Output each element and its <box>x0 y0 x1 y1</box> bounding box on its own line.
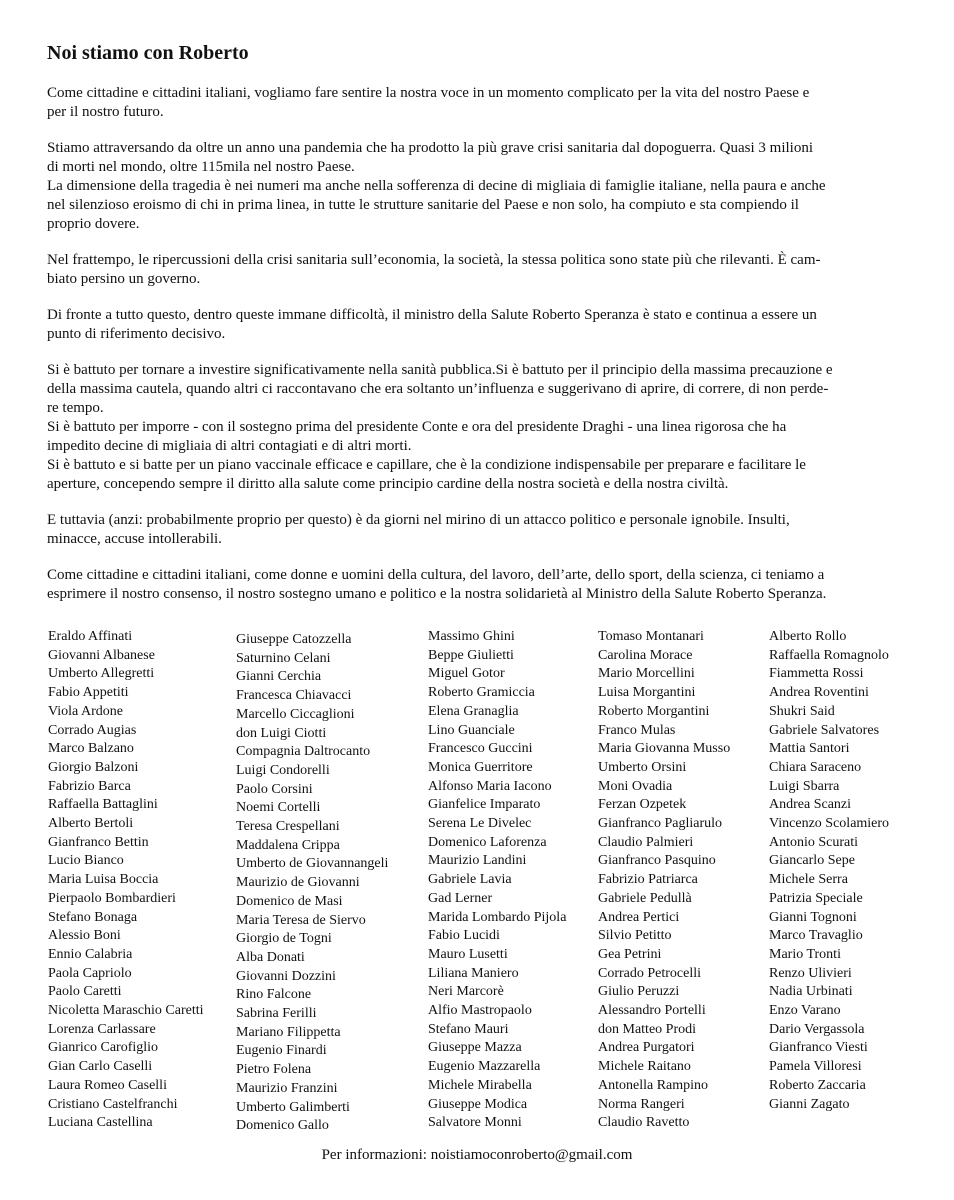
signatory-name: Mario Tronti <box>769 946 841 962</box>
signatory-name: Dario Vergassola <box>769 1021 865 1037</box>
signatory-name: Luigi Sbarra <box>769 778 840 794</box>
paragraph <box>47 361 907 494</box>
signatory-name: Fabrizio Patriarca <box>598 872 698 888</box>
signatory-name: Gianfranco Viesti <box>769 1040 868 1056</box>
signatory-name: Andrea Purgatori <box>598 1040 695 1056</box>
signatory-name: Giancarlo Sepe <box>769 853 855 869</box>
signatory-name: Francesco Guccini <box>428 741 533 757</box>
signatory-name: Michele Serra <box>769 872 848 888</box>
signatory-name: Gianni Tognoni <box>769 909 857 925</box>
signatory-name: Massimo Ghini <box>428 629 515 644</box>
signatory-name: Carolina Morace <box>598 647 693 663</box>
signatory-name: Gabriele Salvatores <box>769 722 880 738</box>
paragraph-line: minacce, accuse intollerabili. <box>47 531 222 547</box>
signatory-name: Eugenio Mazzarella <box>428 1059 541 1075</box>
paragraph-line: di morti nel mondo, oltre 115mila nel nostro Paese. <box>47 159 355 175</box>
signatory-name: Antonio Scurati <box>769 834 859 850</box>
paragraph <box>47 251 907 289</box>
signatory-name: Nadia Urbinati <box>769 984 853 1000</box>
signatory-name: Alberto Rollo <box>769 629 847 644</box>
paragraph-line: Si è battuto per tornare a investire significativamente nella sanità pubblica.Si è battuto per il principio della massima precauzione e <box>47 362 833 378</box>
signatories-column-4 <box>598 628 730 1133</box>
signatory-name: Andrea Scanzi <box>769 797 852 813</box>
paragraph-line: esprimere il nostro consenso, il nostro sostegno umano e politico e la nostra solidarietà al Ministro della Salute Roberto Speranza. <box>47 586 827 602</box>
paragraph <box>47 84 907 122</box>
signatory-name: Luisa Morgantini <box>598 685 696 701</box>
signatory-name: Laura Romeo Caselli <box>48 1077 167 1093</box>
paragraph-line: Si è battuto e si batte per un piano vaccinale efficace e capillare, che è la condizione indispensabile per preparare e facilitare le <box>47 457 806 473</box>
signatory-name: Pierpaolo Bombardieri <box>48 890 176 906</box>
signatory-name: Gianni Zagato <box>769 1096 850 1112</box>
signatory-name: Giorgio de Togni <box>236 931 332 947</box>
signatory-name: Maurizio de Giovanni <box>236 875 360 891</box>
signatory-name: Mario Morcellini <box>598 666 695 682</box>
signatory-name: Alberto Bertoli <box>48 816 134 832</box>
signatory-name: Gianfranco Bettin <box>48 834 149 850</box>
signatory-name: Roberto Gramiccia <box>428 685 535 701</box>
paragraph <box>47 306 907 344</box>
signatory-name: Marco Travaglio <box>769 928 863 944</box>
signatory-name: Paolo Corsini <box>236 781 313 797</box>
signatory-name: Beppe Giulietti <box>428 647 514 663</box>
signatory-name: Silvio Petitto <box>598 928 672 944</box>
signatory-name: Eugenio Finardi <box>236 1043 327 1059</box>
paragraph-line: della massima cautela, quando altri ci raccontavano che era soltanto un’influenza e suggerivano di aprire, di correre, di non perde- <box>47 381 829 397</box>
signatory-name: Neri Marcorè <box>428 984 504 1000</box>
paragraph-line: Si è battuto per imporre - con il sostegno prima del presidente Conte e ora del presidente Draghi - una linea rigorosa che ha <box>47 419 787 435</box>
signatory-name: Mauro Lusetti <box>428 946 508 962</box>
paragraph-line: Come cittadine e cittadini italiani, come donne e uomini della cultura, del lavoro, dell’arte, dello sport, della scienza, ci teniamo a <box>47 567 825 583</box>
signatory-name: Andrea Roventini <box>769 685 869 701</box>
paragraph-line: Come cittadine e cittadini italiani, vogliamo fare sentire la nostra voce in un momento complicato per la vita del nostro Paese e <box>47 85 810 101</box>
signatory-name: Ennio Calabria <box>48 946 133 962</box>
signatory-name: Marida Lombardo Pijola <box>428 909 567 925</box>
signatory-name: Marco Balzano <box>48 741 134 757</box>
paragraph <box>47 511 907 549</box>
signatory-name: Gad Lerner <box>428 890 493 906</box>
signatory-name: Shukri Said <box>769 703 835 719</box>
signatory-name: Corrado Augias <box>48 722 137 738</box>
paragraph <box>47 139 907 234</box>
signatory-name: Roberto Zaccaria <box>769 1077 866 1093</box>
paragraph-line: Di fronte a tutto questo, dentro queste immane difficoltà, il ministro della Salute Roberto Speranza è stato e continua a essere un <box>47 307 817 323</box>
signatory-name: Noemi Cortelli <box>236 800 321 816</box>
signatory-name: Fabio Appetiti <box>48 685 129 701</box>
signatory-name: Chiara Saraceno <box>769 759 862 775</box>
signatory-name: Norma Rangeri <box>598 1096 685 1112</box>
signatory-name: Alba Donati <box>236 949 305 965</box>
signatory-name: Claudio Palmieri <box>598 834 694 850</box>
page-title: Noi stiamo con Roberto <box>47 42 249 64</box>
paragraph-line: impedito decine di migliaia di altri contagiati e di altri morti. <box>47 438 412 454</box>
paragraph-line: re tempo. <box>47 400 104 416</box>
signatory-name: Pietro Folena <box>236 1062 312 1078</box>
signatory-name: Gianrico Carofiglio <box>48 1040 159 1056</box>
signatory-name: Corrado Petrocelli <box>598 965 702 981</box>
signatory-name: Gianfelice Imparato <box>428 797 541 813</box>
signatory-name: Gabriele Lavia <box>428 872 512 888</box>
signatory-name: Maddalena Crippa <box>236 837 340 853</box>
signatory-name: Maurizio Landini <box>428 853 527 869</box>
signatory-name: Gabriele Pedullà <box>598 890 692 906</box>
signatory-name: Lucio Bianco <box>48 853 124 869</box>
signatory-name: Andrea Pertici <box>598 909 680 925</box>
signatory-name: Serena Le Divelec <box>428 816 532 832</box>
paragraph-line: biato persino un governo. <box>47 271 201 287</box>
signatory-name: Raffaella Battaglini <box>48 797 158 813</box>
signatory-name: Francesca Chiavacci <box>236 688 352 704</box>
signatory-name: Paolo Caretti <box>48 984 122 1000</box>
signatory-name: Alfio Mastropaolo <box>428 1003 532 1019</box>
signatory-name: Lino Guanciale <box>428 722 515 738</box>
signatory-name: Mattia Santori <box>769 741 850 757</box>
signatory-name: Giuseppe Mazza <box>428 1040 522 1056</box>
signatory-name: Luigi Condorelli <box>236 762 330 778</box>
signatory-name: Domenico de Masi <box>236 893 343 909</box>
signatory-name: Sabrina Ferilli <box>236 1006 317 1022</box>
signatory-name: Pamela Villoresi <box>769 1059 862 1075</box>
paragraph-line: aperture, concependo sempre il diritto alla salute come principio cardine della nostra società e della nostra civiltà. <box>47 476 729 492</box>
paragraph-line: nel silenzioso eroismo di chi in prima linea, in tutte le strutture sanitarie del Paese e non solo, ha compiuto e sta compiendo il <box>47 197 799 213</box>
signatory-name: Alessandro Portelli <box>598 1003 706 1019</box>
signatory-name: Raffaella Romagnolo <box>769 647 889 663</box>
letter-body <box>47 84 907 604</box>
paragraph-line: Stiamo attraversando da oltre un anno una pandemia che ha prodotto la più grave crisi sanitaria dal dopoguerra. Quasi 3 milioni <box>47 140 814 156</box>
signatory-name: Fabio Lucidi <box>428 928 500 944</box>
signatory-name: Eraldo Affinati <box>48 629 133 644</box>
paragraph-line: E tuttavia (anzi: probabilmente proprio per questo) è da giorni nel mirino di un attacco politico e personale ignobile. Insulti, <box>47 512 790 528</box>
signatories-column-5 <box>769 628 889 1114</box>
signatories-column-1 <box>48 628 204 1133</box>
signatory-name: Domenico Laforenza <box>428 834 547 850</box>
signatory-name: Domenico Gallo <box>236 1118 329 1134</box>
signatory-name: Patrizia Speciale <box>769 890 863 906</box>
signatory-name: don Luigi Ciotti <box>236 725 327 741</box>
signatory-name: Paola Capriolo <box>48 965 132 981</box>
signatory-name: Stefano Bonaga <box>48 909 138 925</box>
signatory-name: Mariano Filippetta <box>236 1024 341 1040</box>
paragraph-line: proprio dovere. <box>47 216 140 232</box>
signatory-name: Fiammetta Rossi <box>769 666 864 682</box>
signatory-name: Nicoletta Maraschio Caretti <box>48 1003 204 1019</box>
signatory-name: Enzo Varano <box>769 1003 841 1019</box>
signatory-name: Gianfranco Pagliarulo <box>598 816 723 832</box>
signatory-name: Liliana Maniero <box>428 965 519 981</box>
signatory-name: Compagnia Daltrocanto <box>236 744 371 760</box>
signatory-name: Alessio Boni <box>48 928 121 944</box>
signatory-name: Ferzan Ozpetek <box>598 797 687 813</box>
signatory-name: Gianni Cerchia <box>236 669 322 685</box>
signatory-name: Salvatore Monni <box>428 1115 522 1131</box>
signatory-name: Maurizio Franzini <box>236 1080 338 1096</box>
paragraph-line: punto di riferimento decisivo. <box>47 326 226 342</box>
signatory-name: Maria Teresa de Siervo <box>236 912 366 928</box>
signatory-name: Gian Carlo Caselli <box>48 1059 153 1075</box>
signatory-name: Antonella Rampino <box>598 1077 709 1093</box>
signatory-name: Rino Falcone <box>236 987 312 1003</box>
signatory-name: Monica Guerritore <box>428 759 533 775</box>
signatory-name: Giulio Peruzzi <box>598 984 680 1000</box>
signatory-name: Giorgio Balzoni <box>48 759 139 775</box>
contact-info: Per informazioni: noistiamoconroberto@gmail.com <box>321 1147 633 1163</box>
signatory-name: Giuseppe Catozzella <box>236 632 352 647</box>
paragraph-line: Nel frattempo, le ripercussioni della crisi sanitaria sull’economia, la società, la stessa politica sono state più che rilevanti. È cam- <box>47 252 821 268</box>
signatory-name: Roberto Morgantini <box>598 703 710 719</box>
signatory-name: Vincenzo Scolamiero <box>769 816 890 832</box>
signatory-name: Marcello Ciccaglioni <box>236 706 355 722</box>
signatory-name: Michele Raitano <box>598 1059 691 1075</box>
signatory-name: Umberto de Giovannangeli <box>236 856 389 872</box>
signatory-name: Giovanni Dozzini <box>236 968 336 984</box>
signatories-column-3 <box>428 628 566 1133</box>
signatory-name: Umberto Galimberti <box>236 1099 350 1115</box>
signatory-name: Saturnino Celani <box>236 650 331 666</box>
signatory-name: Fabrizio Barca <box>48 778 131 794</box>
signatory-name: Maria Giovanna Musso <box>598 741 731 757</box>
signatory-name: Viola Ardone <box>48 703 123 719</box>
signatory-name: Elena Granaglia <box>428 703 519 719</box>
signatory-name: Umberto Allegretti <box>48 666 155 682</box>
signatory-name: Teresa Crespellani <box>236 819 340 835</box>
signatory-name: Claudio Ravetto <box>598 1115 690 1131</box>
signatory-name: Luciana Castellina <box>48 1115 153 1131</box>
signatory-name: Gianfranco Pasquino <box>598 853 716 869</box>
paragraph-line: per il nostro futuro. <box>47 104 164 120</box>
signatory-name: Giuseppe Modica <box>428 1096 528 1112</box>
signatory-name: Tomaso Montanari <box>598 629 704 644</box>
signatory-name: Umberto Orsini <box>598 759 687 775</box>
signatory-name: Franco Mulas <box>598 722 676 738</box>
signatory-name: Miguel Gotor <box>428 666 505 682</box>
signatory-name: Giovanni Albanese <box>48 647 155 663</box>
signatory-name: Cristiano Castelfranchi <box>48 1096 178 1112</box>
signatory-name: Moni Ovadia <box>598 778 673 794</box>
signatory-name: Alfonso Maria Iacono <box>428 778 552 794</box>
paragraph-line: La dimensione della tragedia è nei numeri ma anche nella sofferenza di decine di migliaia di famiglie italiane, nella paura e anche <box>47 178 826 194</box>
signatory-name: Stefano Mauri <box>428 1021 509 1037</box>
signatory-name: Lorenza Carlassare <box>48 1021 156 1037</box>
signatory-name: Michele Mirabella <box>428 1077 532 1093</box>
signatory-name: don Matteo Prodi <box>598 1021 696 1037</box>
signatory-name: Maria Luisa Boccia <box>48 872 159 888</box>
signatory-name: Renzo Ulivieri <box>769 965 852 981</box>
signatories-column-2 <box>236 631 388 1136</box>
signatory-name: Gea Petrini <box>598 946 662 962</box>
signatories-list <box>48 628 954 1134</box>
paragraph <box>47 566 907 604</box>
